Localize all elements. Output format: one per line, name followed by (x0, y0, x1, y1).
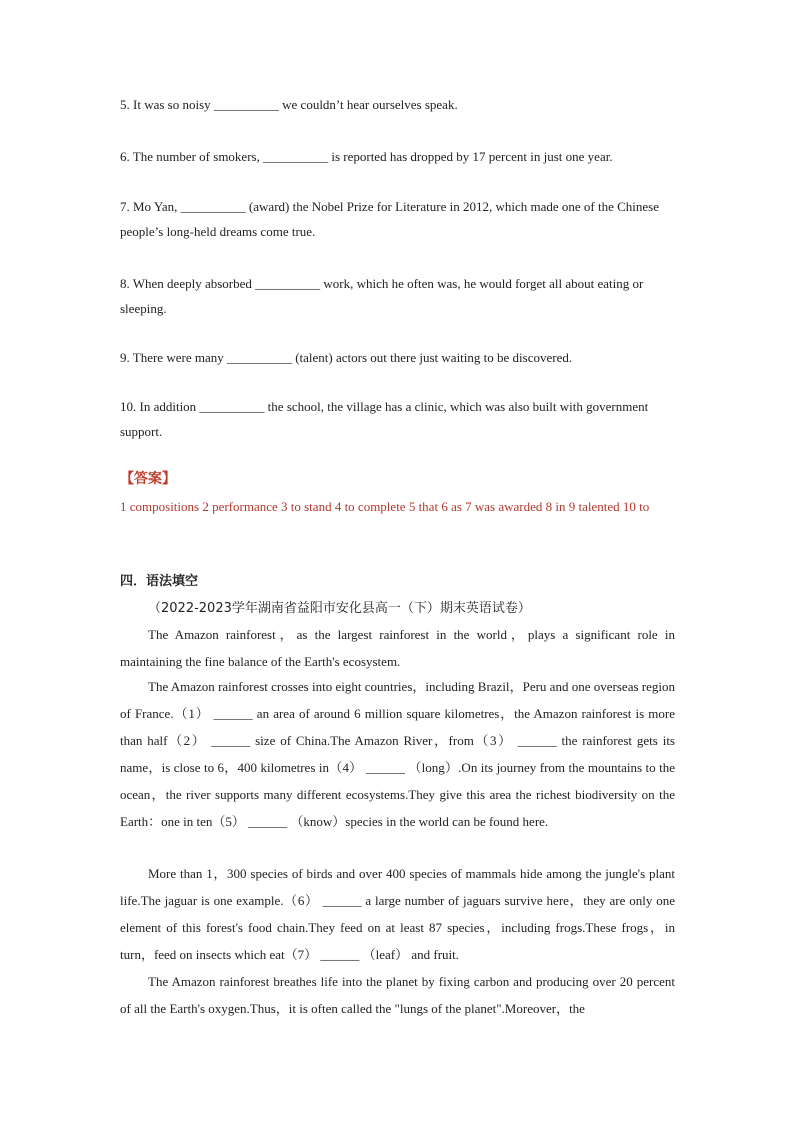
question-7: 7. Mo Yan, __________ (award) the Nobel Prize for Literature in 2012, which made one of the Chinese people’s long-held dreams come true. (120, 199, 660, 239)
paragraph-1: The Amazon rainforest，as the largest rainforest in the world，plays a significant role in maintaining the fine balance of the Earth's ecosystem. (120, 627, 675, 669)
answer-label: 【答案】 (120, 471, 176, 487)
question-6: 6. The number of smokers, __________ is reported has dropped by 17 percent in just one year. (120, 149, 613, 164)
question-10: 10. In addition __________ the school, the village has a clinic, which was also built with government support. (120, 399, 649, 439)
answer-text: 1 compositions 2 performance 3 to stand 4 to complete 5 that 6 as 7 was awarded 8 in 9 talented 10 to (120, 499, 650, 514)
paragraph-3: More than 1，300 species of birds and over 400 species of mammals hide among the jungle's plant life.The jaguar is one example.（6） ______ a large number of jaguars survive here，they are only one element of this forest's food chain.They feed on at least 87 species，including frogs.These frogs，in turn，feed on insects which eat（7） ______ （leaf） and fruit. (120, 866, 675, 962)
question-9: 9. There were many __________ (talent) actors out there just waiting to be discovered. (120, 350, 573, 365)
paragraph-2: The Amazon rainforest crosses into eight countries，including Brazil，Peru and one overseas region of France.（1） ______ an area of around 6 million square kilometres，the Amazon rainforest is more than half（2） ______ size of China.The Amazon River，from（3） ______ the rainforest gets its name，is close to 6，400 kilometres in（4） ______ （long）.On its journey from the mountains to the ocean，the river supports many different ecosystems.They give this area the richest biodiversity on the Earth：one in ten（5） ______ （know）species in the world can be found here. (120, 679, 675, 829)
question-8: 8. When deeply absorbed __________ work, which he often was, he would forget all about eating or sleeping. (120, 276, 644, 316)
question-5: 5. It was so noisy __________ we couldn’t hear ourselves speak. (120, 97, 458, 112)
section-title: 四．语法填空 (120, 574, 199, 589)
section-source: （2022-2023学年湖南省益阳市安化县高一（下）期末英语试卷） (148, 601, 531, 616)
paragraph-4: The Amazon rainforest breathes life into the planet by fixing carbon and producing over 20 percent of all the Earth's oxygen.Thus，it is often called the "lungs of the planet".Moreover，the (120, 974, 675, 1016)
